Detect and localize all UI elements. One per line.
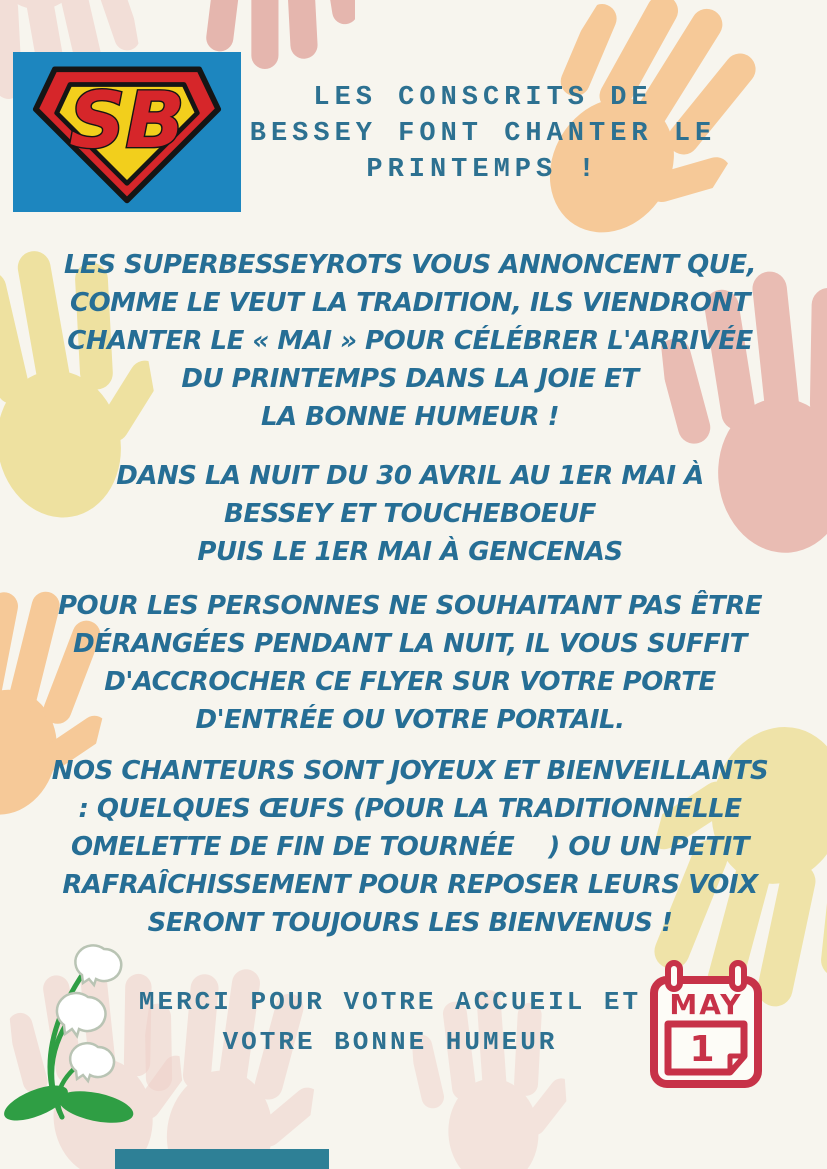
body-paragraph bbox=[8, 246, 812, 436]
page-title bbox=[228, 80, 738, 188]
body-line: BESSEY ET TOUCHEBOEUF bbox=[224, 499, 596, 529]
body-paragraph bbox=[8, 752, 812, 942]
body-line: PUIS LE 1ER MAI À GENCENAS bbox=[197, 537, 623, 567]
body-paragraph bbox=[8, 457, 812, 571]
thanks-line: MERCI POUR VOTRE ACCUEIL ET bbox=[138, 987, 642, 1017]
title-line: PRINTEMPS ! bbox=[366, 155, 600, 185]
body-line: CHANTER LE « MAI » POUR CÉLÉBRER L'ARRIVÉE bbox=[67, 326, 753, 356]
body-line: LES SUPERBESSEYROTS VOUS ANNONCENT QUE, bbox=[63, 250, 756, 280]
body-line: COMME LE VEUT LA TRADITION, ILS VIENDRONT bbox=[69, 288, 750, 318]
body-line: POUR LES PERSONNES NE SOUHAITANT PAS ÊTRE bbox=[58, 591, 762, 621]
body-line: RAFRAÎCHISSEMENT POUR REPOSER LEURS VOIX bbox=[62, 870, 758, 900]
body-line: NOS CHANTEURS SONT JOYEUX ET BIENVEILLANTS bbox=[51, 756, 769, 786]
body-paragraph bbox=[8, 587, 812, 739]
body-line: D'ACCROCHER CE FLYER SUR VOTRE PORTE bbox=[104, 667, 716, 697]
flyer-body bbox=[8, 246, 812, 942]
logo-initials: SB bbox=[69, 76, 185, 167]
title-line: BESSEY FONT CHANTER LE bbox=[249, 119, 717, 149]
calendar-month: MAY bbox=[669, 988, 743, 1021]
body-line: D'ENTRÉE OU VOTRE PORTAIL. bbox=[195, 705, 625, 735]
sb-logo bbox=[13, 52, 241, 212]
body-line: DU PRINTEMPS DANS LA JOIE ET bbox=[181, 364, 639, 394]
body-line: DANS LA NUIT DU 30 AVRIL AU 1ER MAI À bbox=[116, 461, 704, 491]
thanks-message bbox=[110, 982, 670, 1062]
body-line: : QUELQUES ŒUFS (POUR LA TRADITIONNELLE bbox=[78, 794, 742, 824]
body-line: OMELETTE DE FIN DE TOURNÉE ) OU UN PETIT bbox=[70, 832, 750, 862]
body-line: SERONT TOUJOURS LES BIENVENUS ! bbox=[147, 908, 673, 938]
sb-shield-icon bbox=[21, 56, 233, 208]
calendar-day: 1 bbox=[689, 1029, 715, 1070]
footer-color-bar bbox=[115, 1149, 329, 1169]
thanks-line: VOTRE BONNE HUMEUR bbox=[222, 1027, 558, 1057]
lily-of-the-valley-illustration bbox=[0, 935, 175, 1130]
calendar-may-1-icon bbox=[648, 960, 764, 1090]
title-line: LES CONSCRITS DE bbox=[313, 83, 653, 113]
body-line: LA BONNE HUMEUR ! bbox=[260, 402, 560, 432]
body-line: DÉRANGÉES PENDANT LA NUIT, IL VOUS SUFFIT bbox=[73, 629, 747, 659]
